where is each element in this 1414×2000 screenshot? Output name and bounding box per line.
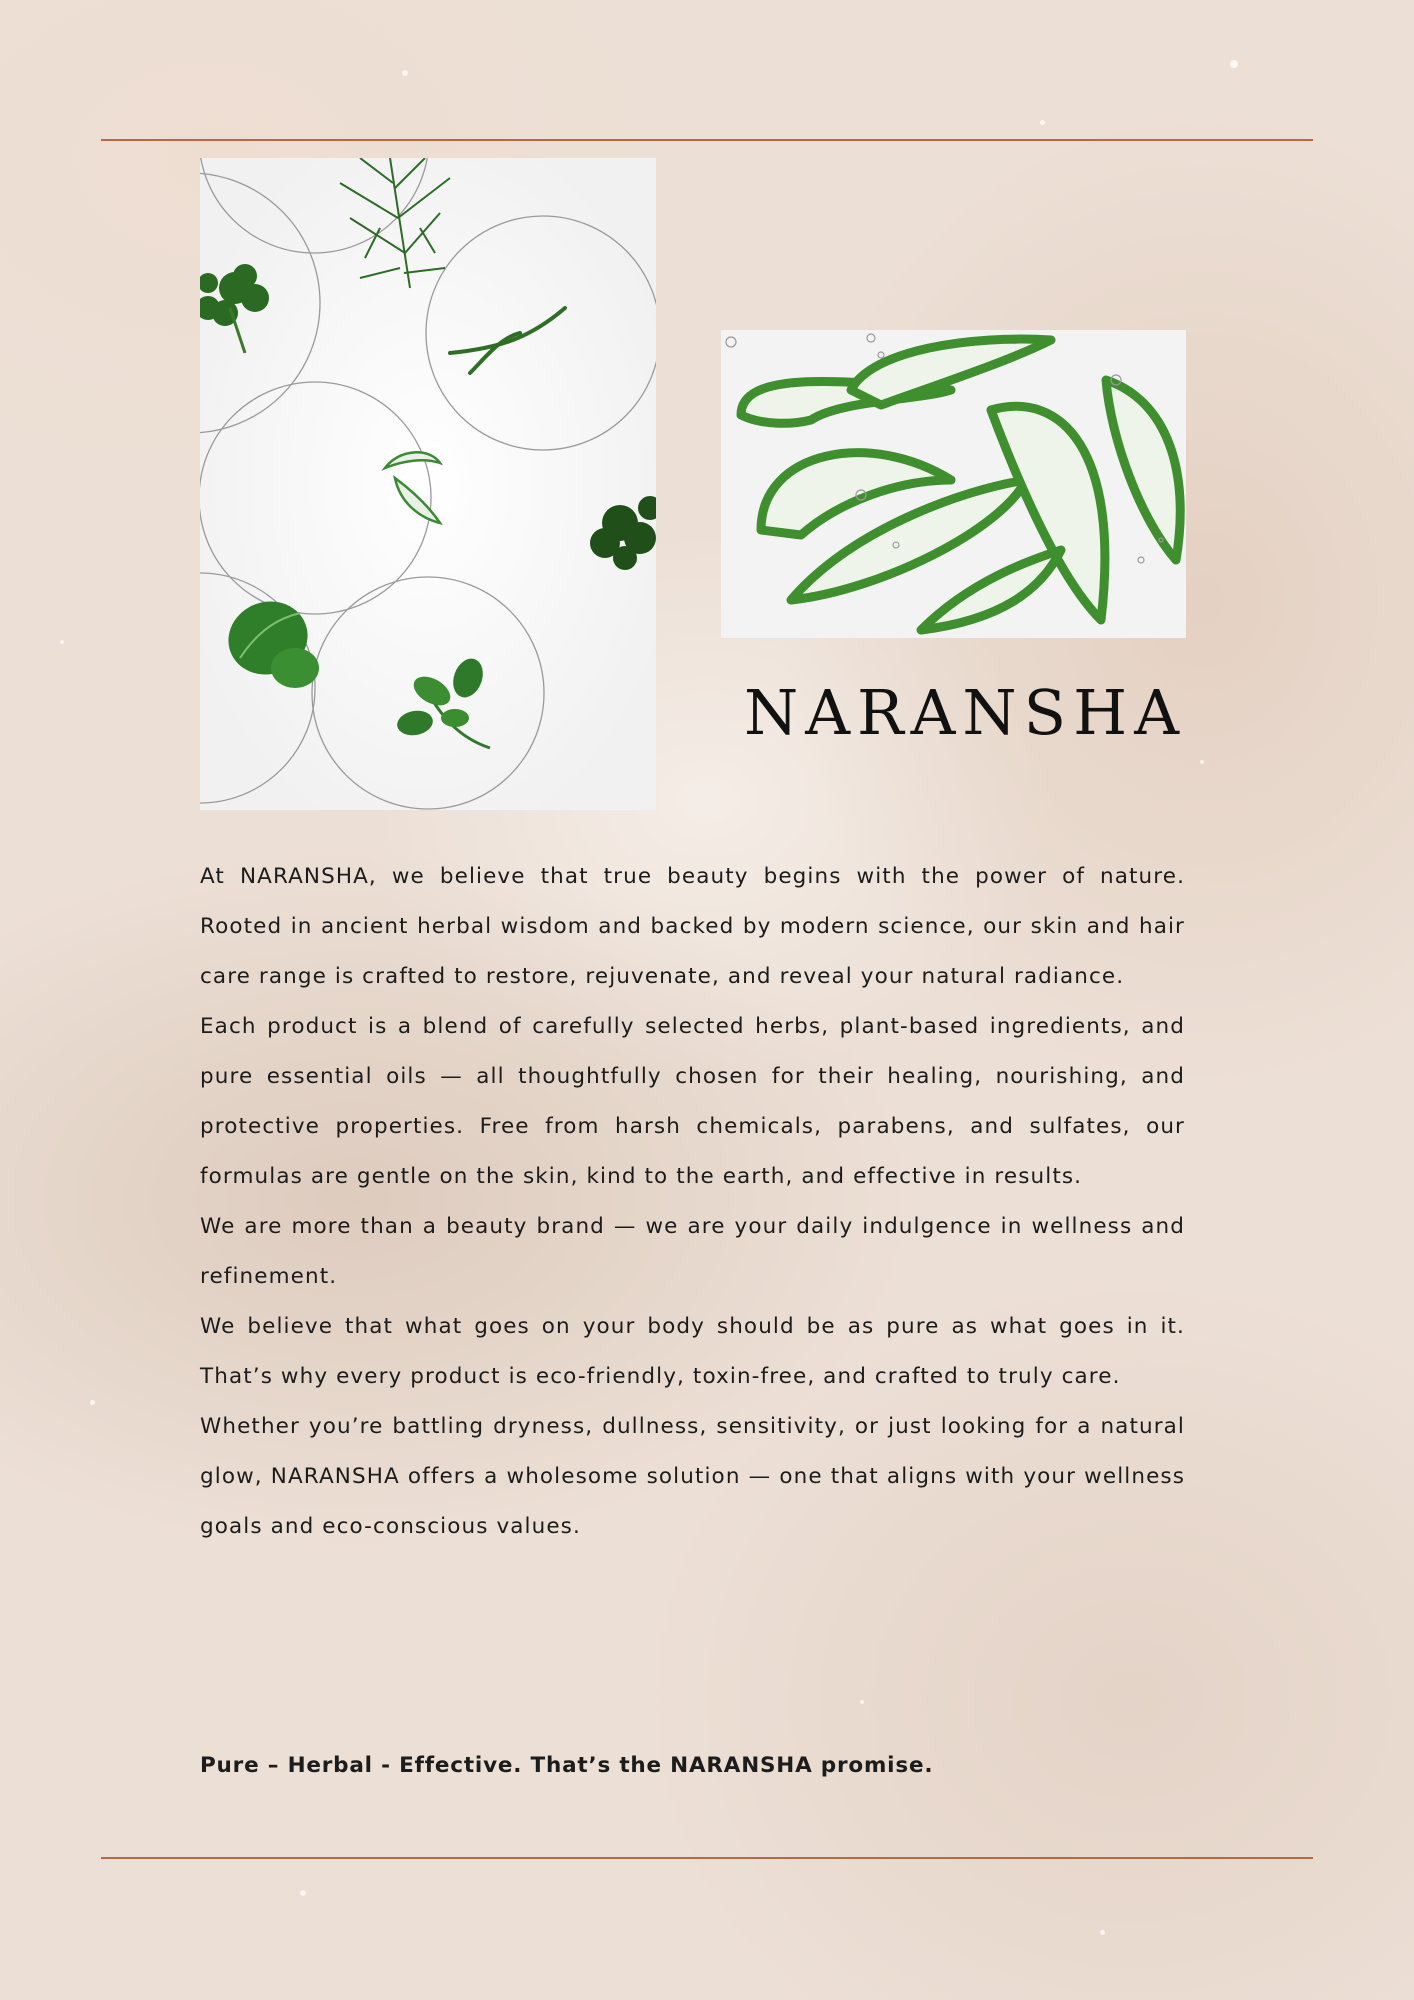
herbs-illustration	[200, 158, 656, 810]
body-text	[200, 852, 1185, 1552]
parsley-sprig	[200, 264, 269, 326]
background-speck	[1100, 1930, 1105, 1935]
herbs-photo	[200, 158, 656, 810]
background-speck	[860, 1700, 864, 1704]
herb-sprig	[450, 308, 565, 373]
aloe-slice	[851, 339, 1051, 405]
background-speck	[1040, 120, 1045, 125]
brand-title: NARANSHA	[743, 676, 1186, 749]
dill-sprig	[340, 158, 450, 288]
petri-dish	[200, 382, 431, 614]
petri-dish	[200, 158, 429, 253]
aloe-illustration	[721, 330, 1186, 638]
background-speck	[402, 70, 408, 76]
aloe-slices	[385, 452, 440, 523]
background-speck	[300, 1890, 306, 1896]
paragraph: We are more than a beauty brand — we are your daily indulgence in wellness and refinement.	[200, 1214, 1185, 1289]
tagline: Pure – Herbal - Effective. That’s the NARANSHA promise.	[200, 1753, 934, 1778]
parsley-sprig	[590, 496, 656, 570]
basil-sprig	[395, 654, 490, 748]
aloe-slice	[921, 550, 1061, 630]
top-divider	[101, 139, 1313, 141]
mint-leaves	[218, 590, 319, 688]
background-speck	[1200, 760, 1204, 764]
paragraph: Each product is a blend of carefully selected herbs, plant-based ingredients, and pure essential oils — all thoughtfully chosen for their healing, nourishing, and protective properties. Free from harsh chemicals, parabens, and sulfates, our formulas are gentle on the skin, kind to the earth, and effective in results.	[200, 1014, 1185, 1189]
aloe-vera-photo	[721, 330, 1186, 638]
background-speck	[90, 1400, 95, 1405]
paragraph: We believe that what goes on your body should be as pure as what goes in it. That’s why every product is eco-friendly, toxin-free, and crafted to truly care.	[200, 1314, 1185, 1389]
background-speck	[1230, 60, 1238, 68]
bottom-divider	[101, 1857, 1313, 1859]
aloe-slice	[1106, 380, 1180, 560]
petri-dish	[426, 216, 656, 450]
paragraph: At NARANSHA, we believe that true beauty begins with the power of nature. Rooted in ancient herbal wisdom and backed by modern science, our skin and hair care range is crafted to restore, rejuvenate, and reveal your natural radiance.	[200, 864, 1185, 989]
background-speck	[60, 640, 64, 644]
paragraph: Whether you’re battling dryness, dullness, sensitivity, or just looking for a natural glow, NARANSHA offers a wholesome solution — one that aligns with your wellness goals and eco-conscious values.	[200, 1414, 1185, 1539]
